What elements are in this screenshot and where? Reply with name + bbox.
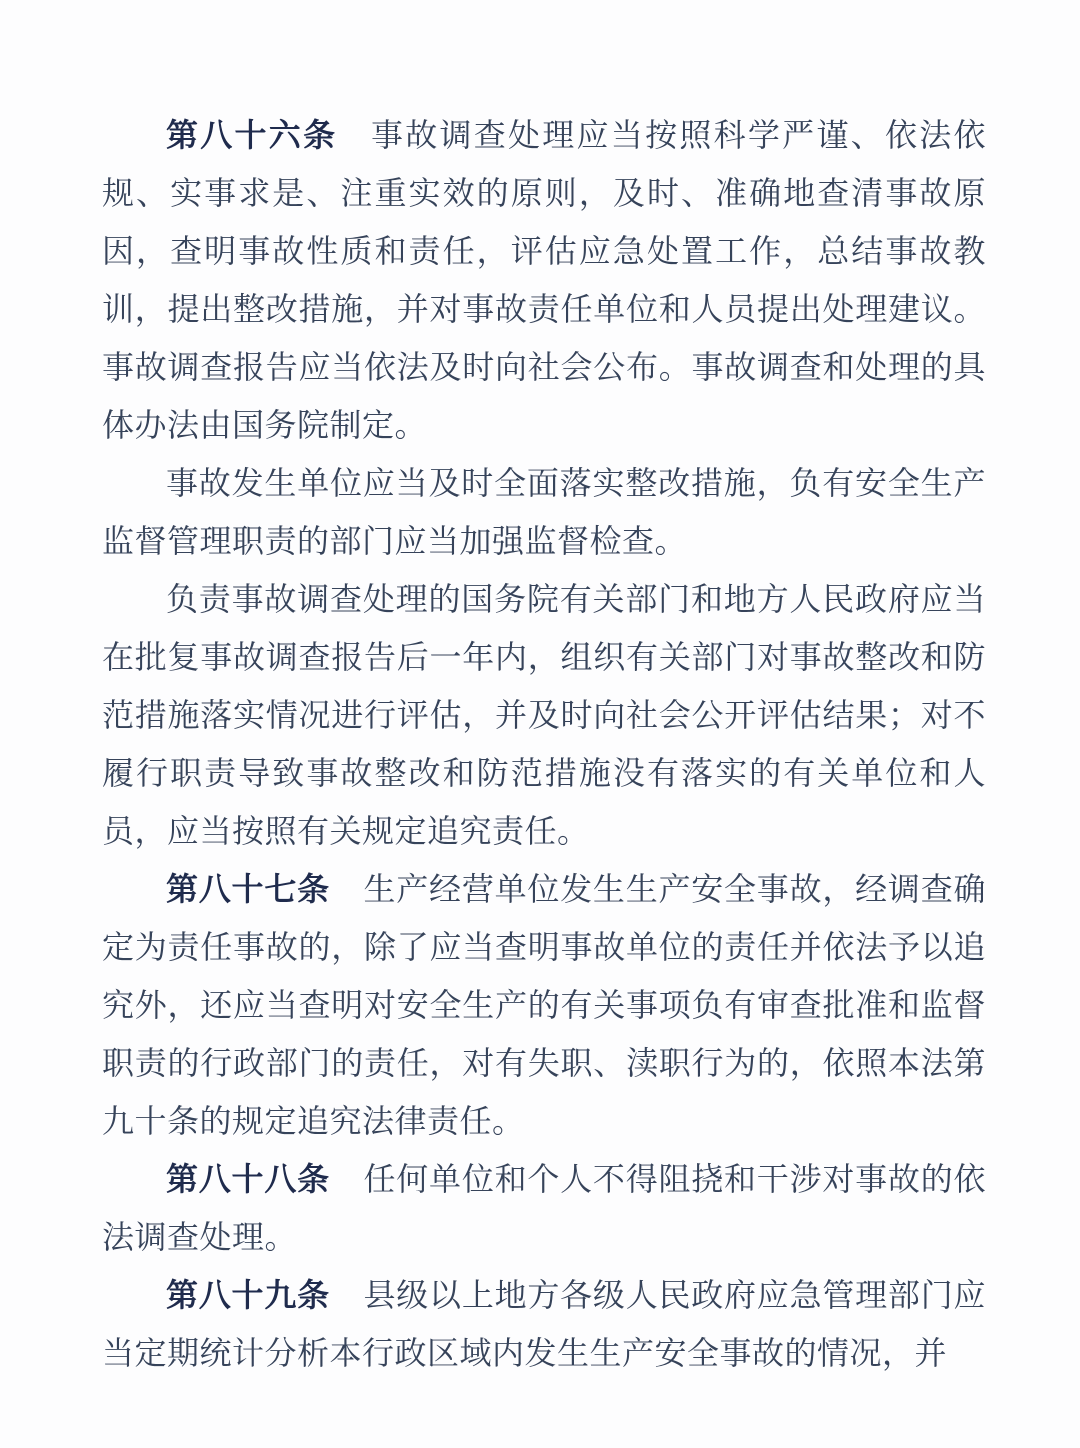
article-number: 第八十九条	[166, 1277, 330, 1313]
article-number: 第八十八条	[166, 1161, 330, 1197]
law-paragraph	[102, 454, 986, 570]
law-paragraph	[102, 570, 986, 860]
paragraph-text: 县级以上地方各级人民政府应急管理部门应当定期统计分析本行政区域内发生生产安全事故的情况，并	[102, 1277, 986, 1371]
paragraph-text: 任何单位和个人不得阻挠和干涉对事故的依法调查处理。	[102, 1161, 986, 1255]
paragraph-text: 事故调查处理应当按照科学严谨、依法依规、实事求是、注重实效的原则，及时、准确地查清事故原因，查明事故性质和责任，评估应急处置工作，总结事故教训，提出整改措施，并对事故责任单位和人员提出处理建议。事故调查报告应当依法及时向社会公布。事故调查和处理的具体办法由国务院制定。	[102, 117, 986, 443]
article-number: 第八十七条	[166, 871, 330, 907]
paragraph-text: 负责事故调查处理的国务院有关部门和地方人民政府应当在批复事故调查报告后一年内，组织有关部门对事故整改和防范措施落实情况进行评估，并及时向社会公开评估结果；对不履行职责导致事故整改和防范措施没有落实的有关单位和人员，应当按照有关规定追究责任。	[102, 581, 986, 849]
article-number: 第八十六条	[166, 117, 338, 153]
paragraph-text: 事故发生单位应当及时全面落实整改措施，负有安全生产监督管理职责的部门应当加强监督检查。	[102, 465, 986, 559]
law-text-block	[102, 106, 986, 1382]
paragraph-text: 生产经营单位发生生产安全事故，经调查确定为责任事故的，除了应当查明事故单位的责任并依法予以追究外，还应当查明对安全生产的有关事项负有审查批准和监督职责的行政部门的责任，对有失职、渎职行为的，依照本法第九十条的规定追究法律责任。	[102, 871, 986, 1139]
law-paragraph	[102, 106, 986, 454]
law-paragraph	[102, 1266, 986, 1382]
law-paragraph	[102, 860, 986, 1150]
law-paragraph	[102, 1150, 986, 1266]
